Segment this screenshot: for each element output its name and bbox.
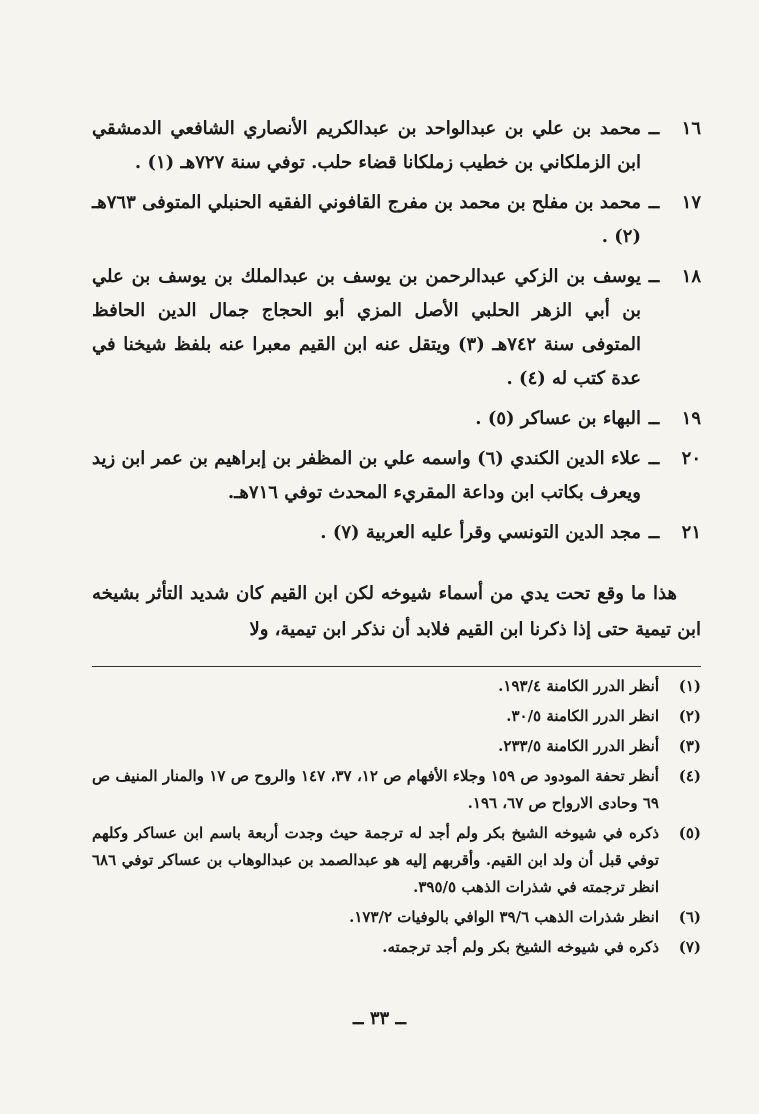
page-body [92,112,701,964]
footnote-5 [92,820,701,901]
footnote-7 [92,934,701,961]
footnote-number: (٤) [678,767,701,785]
entry-text: البهاء بن عساكر (٥) . [475,408,641,429]
entry-number: ١٩ [681,408,701,429]
entry-dash: ــ [648,522,660,543]
entry-dash: ــ [648,118,660,139]
entry-text: يوسف بن الزكي عبدالرحمن بن يوسف بن عبدالملك بن يوسف بن علي بن أبي الزهر الحلبي الأصل المزي أبو الحجاج جمال الدين الحافظ المتوفى سنة ٧٤٢هـ (٣) ويتقل عنه ابن القيم معبرا عنه بلفظ شيخنا في عدة كتب له (٤) . [92,266,641,389]
footnote-number: (٢) [678,707,701,725]
page-number: ــ ٣٣ ــ [353,1008,406,1029]
footnote-3 [92,733,701,760]
footnote-number: (٦) [678,908,701,926]
footnote-text: انظر شذرات الذهب ٣٩/٦ الوافي بالوفيات ١٧٣/٢. [349,908,659,926]
entry-text: علاء الدين الكندي (٦) واسمه علي بن المظفر بن إبراهيم بن عمر ابن زيد ويعرف بكاتب ابن وداعة المقريء المحدث توفي ٧١٦هـ. [92,448,641,503]
footnote-number: (٧) [678,938,701,956]
body-paragraph: هذا ما وقع تحت يدي من أسماء شيوخه لكن ابن القيم كان شديد التأثر بشيخه ابن تيمية حتى إذا ذكرنا ابن القيم فلابد أن نذكر ابن تيمية، ولا [92,583,701,640]
entry-number: ١٧ [681,192,701,213]
footnote-text: أنظر الدرر الكامنة ٢٣٣/٥. [498,737,659,755]
footnote-number: (٥) [678,824,701,842]
entry-21 [92,516,701,550]
entry-17 [92,186,701,254]
entry-number: ١٨ [681,266,701,287]
entry-16 [92,112,701,180]
entries-list [92,112,701,550]
entry-number: ٢١ [681,522,701,543]
footnote-text: انظر الدرر الكامنة ٣٠/٥. [506,707,659,725]
footnote-6 [92,904,701,931]
entry-text: مجد الدين التونسي وقرأ عليه العربية (٧) . [320,522,641,543]
entry-dash: ــ [648,448,660,469]
footnotes-list [92,673,701,961]
footnote-2 [92,703,701,730]
footnote-4 [92,763,701,817]
footnote-text: ذكره في شيوخه الشيخ بكر ولم أجد له ترجمة حيث وجدت أربعة باسم ابن عساكر وكلهم توفي قبل أن ولد ابن القيم. وأقربهم إليه هو عبدالصمد بن عبدالوهاب بن عساكر توفي ٦٨٦ انظر ترجمته في شذرات الذهب ٣٩٥/٥. [92,824,659,896]
entry-number: ٢٠ [681,448,701,469]
footnote-divider [92,666,701,667]
footnote-text: أنظر الدرر الكامنة ١٩٣/٤. [498,677,659,695]
entry-dash: ــ [648,192,660,213]
footnote-number: (٣) [678,737,701,755]
entry-text: محمد بن مفلح بن محمد بن مفرج القافوني الفقيه الحنبلي المتوفى ٧٦٣هـ (٢) . [92,192,641,247]
entry-19 [92,402,701,436]
entry-dash: ــ [648,408,660,429]
entry-dash: ــ [648,266,660,287]
footnote-1 [92,673,701,700]
entry-number: ١٦ [681,118,701,139]
footnote-text: أنظر تحفة المودود ص ١٥٩ وجلاء الأفهام ص ١٢، ٣٧، ١٤٧ والروح ص ١٧ والمنار المنيف ص ٦٩ وحادى الارواح ص ٦٧، ١٩٦. [92,767,659,812]
entry-20 [92,442,701,510]
footnote-number: (١) [678,677,701,695]
entry-18 [92,260,701,396]
entry-text: محمد بن علي بن عبدالواحد بن عبدالكريم الأنصاري الشافعي الدمشقي ابن الزملكاني بن خطيب زملكانا قضاء حلب. توفي سنة ٧٢٧هـ (١) . [92,118,641,173]
footnote-text: ذكره في شيوخه الشيخ بكر ولم أجد ترجمته. [382,938,659,956]
